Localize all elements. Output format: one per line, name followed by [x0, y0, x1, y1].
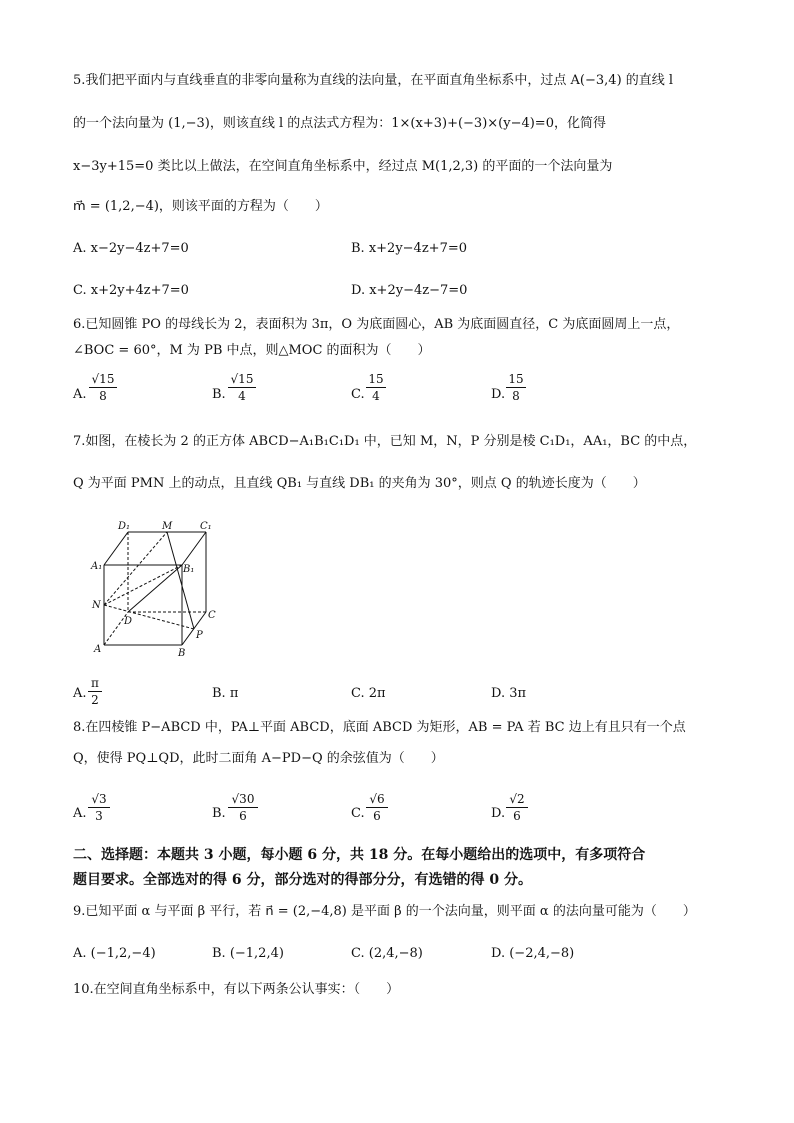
- label-m: M: [162, 521, 173, 532]
- cube-figure: [82, 512, 222, 664]
- q7-option-c: C. 2π: [351, 686, 386, 701]
- q9-line-1: 9.已知平面 α 与平面 β 平行，若 n⃗ = (2,−4,8) 是平面 β 的一个法向量，则平面 α 的法向量可能为（ ）: [73, 904, 696, 919]
- q6-line-2: ∠BOC = 60°，M 为 PB 中点，则△MOC 的面积为（ ）: [73, 343, 431, 358]
- q5-line-4: m⃗ = (1,2,−4)，则该平面的方程为（ ）: [73, 199, 328, 214]
- q7-option-b: B. π: [212, 686, 239, 701]
- q6-option-d-fraction: [506, 372, 526, 403]
- label-b: B: [178, 648, 186, 659]
- q8-option-a-label: A.: [73, 806, 87, 821]
- q5-option-a: A. x−2y−4z+7=0: [73, 241, 189, 256]
- q6-c-numerator: 15: [368, 372, 384, 386]
- q8-option-a-fraction: [88, 792, 110, 823]
- q8-option-d-label: D.: [491, 806, 506, 821]
- label-d: D: [124, 616, 133, 627]
- q6-option-b-label: B.: [212, 387, 226, 402]
- line-nm: [104, 532, 167, 605]
- q6-b-numerator: √15: [230, 372, 254, 386]
- q8-option-b-label: B.: [212, 806, 226, 821]
- section-2-heading-line-2: 题目要求。全部选对的得 6 分，部分选对的得部分分，有选错的得 0 分。: [73, 872, 532, 888]
- q6-option-a-fraction: [89, 372, 117, 403]
- label-n: N: [92, 600, 101, 611]
- q8-a-numerator: √3: [91, 792, 107, 806]
- q5-option-d: D. x+2y−4z−7=0: [351, 283, 468, 298]
- q8-d-denominator: 6: [513, 809, 521, 823]
- label-b1: B₁: [183, 564, 195, 575]
- q7-line-2: Q 为平面 PMN 上的动点，且直线 QB₁ 与直线 DB₁ 的夹角为 30°，则点 Q 的轨迹长度为（ ）: [73, 476, 646, 491]
- q6-c-denominator: 4: [372, 389, 380, 403]
- q8-option-c-label: C.: [351, 806, 365, 821]
- q9-option-a: A. (−1,2,−4): [73, 946, 156, 961]
- q8-d-numerator: √2: [509, 792, 525, 806]
- q9-option-b: B. (−1,2,4): [212, 946, 284, 961]
- q6-option-c-label: C.: [351, 387, 365, 402]
- q6-d-denominator: 8: [512, 389, 520, 403]
- label-d1: D₁: [118, 521, 131, 532]
- q5-option-c: C. x+2y+4z+7=0: [73, 283, 189, 298]
- edge-b1c1: [182, 532, 206, 565]
- fraction-bar: [228, 807, 258, 808]
- label-a: A: [94, 644, 102, 655]
- q8-c-numerator: √6: [369, 792, 385, 806]
- q8-option-c-fraction: [366, 792, 388, 823]
- q6-option-b-fraction: [228, 372, 256, 403]
- q8-option-d-fraction: [506, 792, 528, 823]
- q7-option-a-fraction: [88, 676, 102, 707]
- q6-a-numerator: √15: [91, 372, 115, 386]
- q6-b-denominator: 4: [238, 389, 246, 403]
- q7-a-numerator: π: [91, 676, 99, 690]
- fraction-bar: [88, 691, 102, 692]
- q8-a-denominator: 3: [95, 809, 103, 823]
- label-c1: C₁: [200, 521, 212, 532]
- q7-option-d: D. 3π: [491, 686, 527, 701]
- label-a1: A₁: [91, 561, 103, 572]
- section-2-heading-line-1: 二、选择题：本题共 3 小题，每小题 6 分，共 18 分。在每小题给出的选项中，有多项符合: [73, 847, 646, 863]
- q8-line-1: 8.在四棱锥 P−ABCD 中，PA⊥平面 ABCD，底面 ABCD 为矩形，AB = PA 若 BC 边上有且只有一个点: [73, 720, 686, 735]
- q6-option-d-label: D.: [491, 387, 506, 402]
- q10-line-1: 10.在空间直角坐标系中，有以下两条公认事实：（ ）: [73, 982, 400, 997]
- fraction-bar: [228, 387, 256, 388]
- edge-a1d1: [104, 532, 128, 565]
- fraction-bar: [506, 807, 528, 808]
- q7-a-denominator: 2: [91, 693, 99, 707]
- fraction-bar: [506, 387, 526, 388]
- q8-b-numerator: √30: [231, 792, 255, 806]
- q6-a-denominator: 8: [99, 389, 107, 403]
- fraction-bar: [366, 387, 386, 388]
- q5-line-1: 5.我们把平面内与直线垂直的非零向量称为直线的法向量，在平面直角坐标系中，过点 A(−3,4) 的直线 l: [73, 73, 674, 88]
- q6-option-a-label: A.: [73, 387, 87, 402]
- q5-line-2: 的一个法向量为 (1,−3)，则该直线 l 的点法式方程为：1×(x+3)+(−3)×(y−4)=0，化简得: [73, 116, 606, 131]
- label-p: P: [196, 630, 203, 641]
- fraction-bar: [366, 807, 388, 808]
- label-c: C: [208, 610, 216, 621]
- fraction-bar: [88, 807, 110, 808]
- line-np: [104, 605, 194, 629]
- q6-line-1: 6.已知圆锥 PO 的母线长为 2，表面积为 3π，O 为底面圆心，AB 为底面圆直径，C 为底面圆周上一点，: [73, 317, 680, 332]
- q7-option-a-label: A.: [73, 686, 87, 701]
- q6-d-numerator: 15: [508, 372, 524, 386]
- q5-option-b: B. x+2y−4z+7=0: [351, 241, 467, 256]
- q9-option-d: D. (−2,4,−8): [491, 946, 575, 961]
- q7-line-1: 7.如图，在棱长为 2 的正方体 ABCD−A₁B₁C₁D₁ 中，已知 M，N，P 分别是棱 C₁D₁，AA₁，BC 的中点，: [73, 434, 697, 449]
- q8-option-b-fraction: [228, 792, 258, 823]
- q6-option-c-fraction: [366, 372, 386, 403]
- q8-b-denominator: 6: [239, 809, 247, 823]
- q8-c-denominator: 6: [373, 809, 381, 823]
- fraction-bar: [89, 387, 117, 388]
- q8-line-2: Q，使得 PQ⊥QD，此时二面角 A−PD−Q 的余弦值为（ ）: [73, 751, 444, 766]
- line-mp: [167, 532, 194, 629]
- q9-option-c: C. (2,4,−8): [351, 946, 423, 961]
- q5-line-3: x−3y+15=0 类比以上做法，在空间直角坐标系中，经过点 M(1,2,3) 的平面的一个法向量为: [73, 159, 613, 174]
